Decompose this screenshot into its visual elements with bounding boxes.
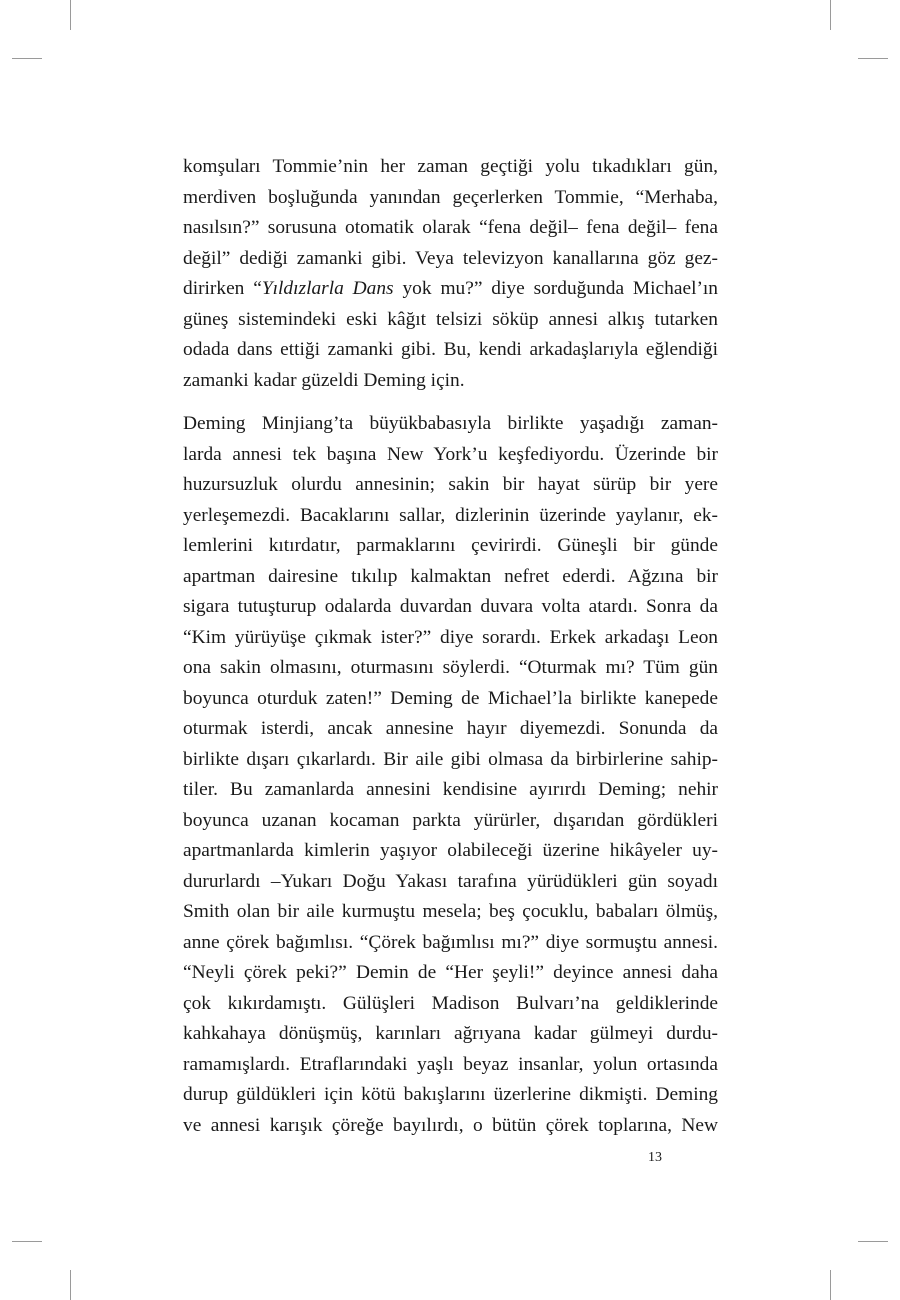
text-line: birlikte dışarı çıkarlardı. Bir aile gibi olmasa da birbirlerine sahip- [183, 748, 718, 770]
paragraph-1 [183, 152, 718, 396]
text-line: güneş sistemindeki eski kâğıt telsizi söküp annesi alkış tutarken [183, 308, 718, 330]
text-line: ramamışlardı. Etraflarındaki yaşlı beyaz insanlar, yolun ortasında [183, 1053, 718, 1075]
crop-mark-bottom-left [70, 1270, 71, 1300]
text-line: ona sakin olmasını, oturmasını söylerdi. “Oturmak mı? Tüm gün [183, 657, 718, 678]
text-line: tiler. Bu zamanlarda annesini kendisine ayırırdı Deming; nehir [183, 779, 718, 800]
page-number: 13 [648, 1150, 662, 1165]
text-line: ve annesi karışık çöreğe bayılırdı, o bütün çörek toplarına, New [183, 1114, 718, 1136]
paragraph-2 [183, 409, 718, 1141]
text-line: Smith olan bir aile kurmuştu mesela; beş çocuklu, babaları ölmüş, [183, 901, 718, 922]
text-line: anne çörek bağımlısı. “Çörek bağımlısı mı?” diye sormuştu annesi. [183, 931, 718, 953]
crop-mark-right-bottom [858, 1241, 888, 1242]
text-line: değil” dediği zamanki gibi. Veya televizyon kanallarına göz gez- [183, 247, 718, 269]
text-line: boyunca uzanan kocaman parkta yürürler, dışarıdan gördükleri [183, 809, 718, 831]
text-line: boyunca oturduk zaten!” Deming de Michael’la birlikte kanepede [183, 687, 718, 709]
crop-mark-bottom-right [830, 1270, 831, 1300]
text-line: dururlardı –Yukarı Doğu Yakası tarafına yürüdükleri gün soyadı [183, 870, 718, 892]
text-line: “Neyli çörek peki?” Demin de “Her şeyli!” deyince annesi daha [183, 962, 718, 983]
text-line: durup güldükleri için kötü bakışlarını üzerlerine dikmişti. Deming [183, 1084, 718, 1105]
text-line: yerleşemezdi. Bacaklarını sallar, dizlerinin üzerinde yaylanır, ek- [183, 504, 718, 526]
text-line: oturmak isterdi, ancak annesine hayır diyemezdi. Sonunda da [183, 718, 718, 739]
crop-mark-top-left [70, 0, 71, 30]
text-line: kahkahaya dönüşmüş, karınları ağrıyana kadar gülmeyi durdu- [183, 1023, 718, 1044]
text-line: sigara tutuşturup odalarda duvardan duvara volta atardı. Sonra da [183, 596, 718, 617]
text-line: komşuları Tommie’nin her zaman geçtiği yolu tıkadıkları gün, [183, 156, 718, 177]
text-line: lemlerini kıtırdatır, parmaklarını çevirirdi. Güneşli bir günde [183, 535, 718, 556]
text-line: “Kim yürüyüşe çıkmak ister?” diye sorardı. Erkek arkadaşı Leon [183, 626, 718, 648]
text-line: larda annesi tek başına New York’u keşfediyordu. Üzerinde bir [183, 443, 718, 465]
text-line: huzursuzluk olurdu annesinin; sakin bir hayat sürüp bir yere [183, 474, 718, 495]
crop-mark-right-top [858, 58, 888, 59]
text-line: dirirken “Yıldızlarla Dans yok mu?” diye sorduğunda Michael’ın [183, 278, 718, 299]
text-line: apartmanlarda kimlerin yaşıyor olabileceği üzerine hikâyeler uy- [183, 840, 718, 861]
text-line: odada dans ettiği zamanki gibi. Bu, kendi arkadaşlarıyla eğlendiği [183, 339, 718, 360]
text-line: nasılsın?” sorusuna otomatik olarak “fena değil– fena değil– fena [183, 217, 718, 238]
crop-mark-left-bottom [12, 1241, 42, 1242]
body-text [183, 152, 718, 1141]
show-title: Yıldızlarla Dans [261, 278, 394, 299]
text-line: merdiven boşluğunda yanından geçerlerken Tommie, “Merhaba, [183, 186, 718, 208]
text-line: zamanki kadar güzeldi Deming için. [183, 369, 465, 391]
text-line: apartman dairesine tıkılıp kalmaktan nefret ederdi. Ağzına bir [183, 565, 718, 587]
text-line: çok kıkırdamıştı. Gülüşleri Madison Bulvarı’na geldiklerinde [183, 992, 718, 1014]
crop-mark-left-top [12, 58, 42, 59]
text-line: Deming Minjiang’ta büyükbabasıyla birlikte yaşadığı zaman- [183, 413, 718, 434]
crop-mark-top-right [830, 0, 831, 30]
